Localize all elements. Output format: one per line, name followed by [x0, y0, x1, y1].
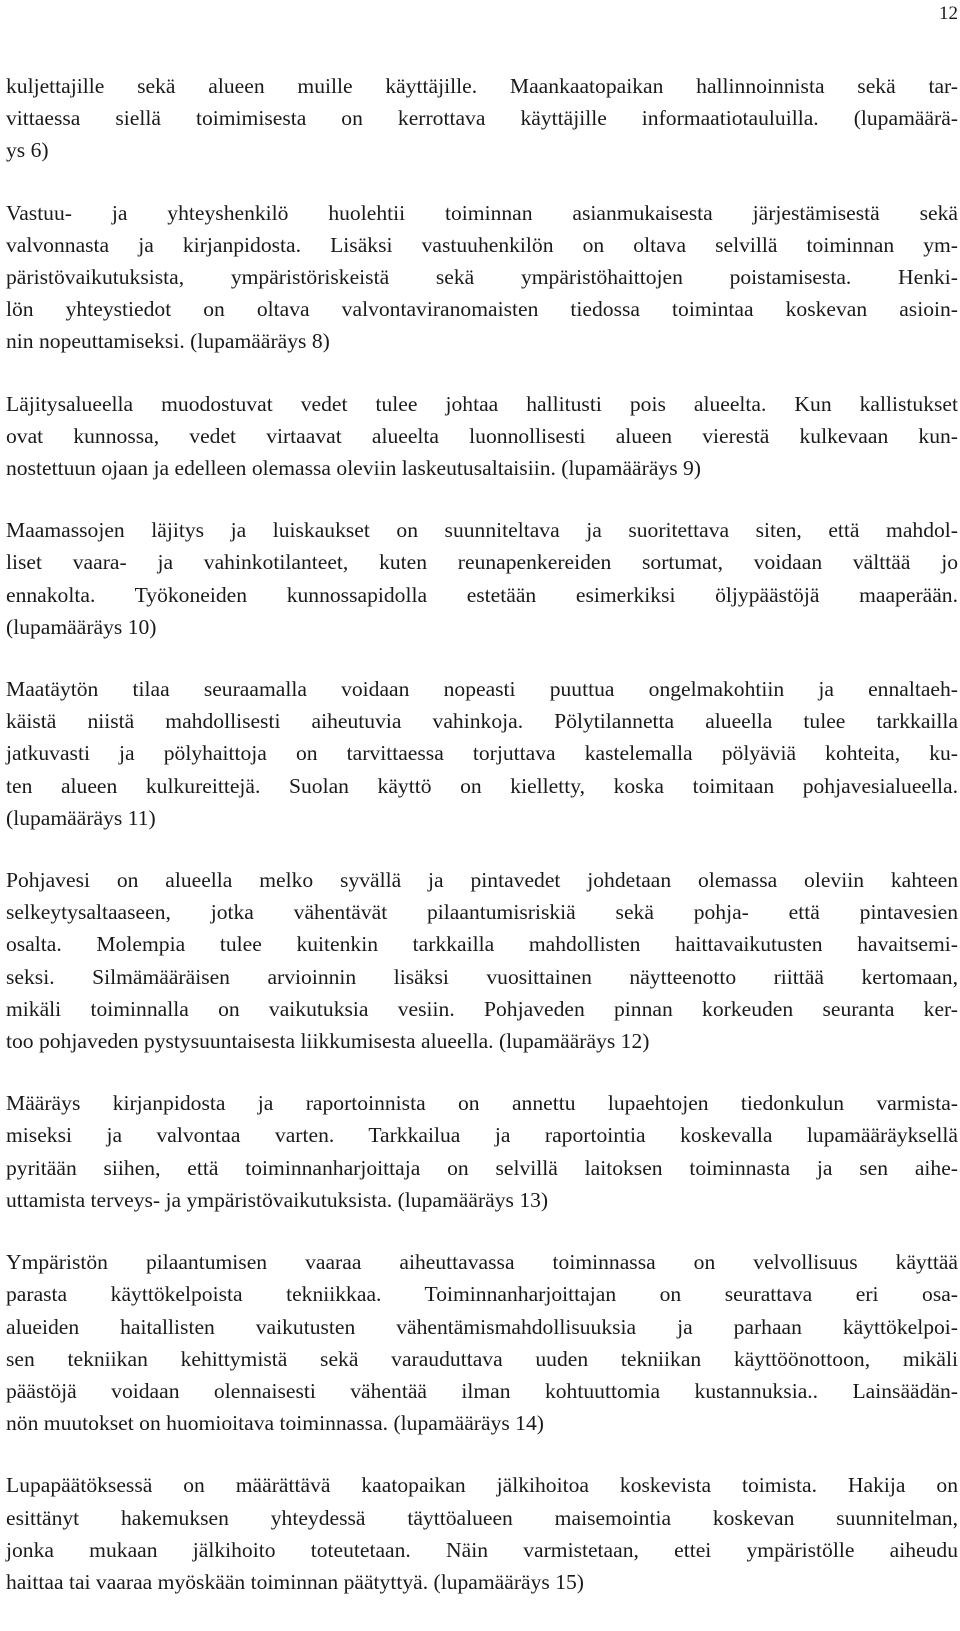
text-line: liset vaara- ja vahinkotilanteet, kuten reunapenkereiden sortumat, voidaan välttää jo	[6, 550, 958, 575]
text-line: ten alueen kulkureittejä. Suolan käyttö on kielletty, koska toimitaan pohjavesialueella.	[6, 773, 958, 798]
text-line: Ympäristön pilaantumisen vaaraa aiheuttavassa toiminnassa on velvollisuus käyttää	[6, 1250, 958, 1275]
text-line: Pohjavesi on alueella melko syvällä ja pintavedet johdetaan olemassa oleviin kahteen	[6, 868, 958, 893]
text-line: lön yhteystiedot on oltava valvontaviranomaisten tiedossa toimintaa koskevan asioin-	[6, 297, 958, 322]
paragraph	[6, 70, 958, 167]
text-line: Vastuu- ja yhteyshenkilö huolehtii toiminnan asianmukaisesta järjestämisestä sekä	[6, 200, 958, 225]
text-line: ennakolta. Työkoneiden kunnossapidolla estetään esimerkiksi öljypäästöjä maaperään.	[6, 582, 958, 607]
paragraph	[6, 1469, 958, 1598]
text-line: Lupapäätöksessä on määrättävä kaatopaikan jälkihoitoa koskevista toimista. Hakija on	[6, 1473, 958, 1498]
text-line: too pohjaveden pystysuuntaisesta liikkumisesta alueella. (lupamääräys 12)	[6, 1029, 650, 1054]
text-line: valvonnasta ja kirjanpidosta. Lisäksi vastuuhenkilön on oltava selvillä toiminnan ym-	[6, 232, 958, 257]
text-line: seksi. Silmämääräisen arvioinnin lisäksi vuosittainen näytteenotto riittää kertomaan,	[6, 964, 958, 989]
text-line: esittänyt hakemuksen yhteydessä täyttöalueen maisemointia koskevan suunnitelman,	[6, 1505, 958, 1530]
text-line: vittaessa siellä toimimisesta on kerrottava käyttäjille informaatiotauluilla. (lupamäärä-	[6, 106, 958, 131]
text-line: Läjitysalueella muodostuvat vedet tulee johtaa hallitusti pois alueelta. Kun kallistukset	[6, 391, 958, 416]
text-line: sen tekniikan kehittymistä sekä varauduttava uuden tekniikan käyttöönottoon, mikäli	[6, 1346, 958, 1371]
text-line: Määräys kirjanpidosta ja raportoinnista on annettu lupaehtojen tiedonkulun varmista-	[6, 1091, 958, 1116]
text-line: selkeytysaltaaseen, jotka vähentävät pilaantumisriskiä sekä pohja- että pintavesien	[6, 900, 958, 925]
paragraph	[6, 514, 958, 643]
text-line: Maamassojen läjitys ja luiskaukset on suunniteltava ja suoritettava siten, että mahdol-	[6, 518, 958, 543]
text-line: (lupamääräys 11)	[6, 805, 156, 830]
text-line: (lupamääräys 10)	[6, 614, 157, 639]
paragraph	[6, 673, 958, 834]
paragraph	[6, 1246, 958, 1439]
text-line: uttamista terveys- ja ympäristövaikutuksista. (lupamääräys 13)	[6, 1187, 549, 1212]
text-line: Maatäytön tilaa seuraamalla voidaan nopeasti puuttua ongelmakohtiin ja ennaltaeh-	[6, 677, 958, 702]
text-line: ovat kunnossa, vedet virtaavat alueelta luonnollisesti alueen vierestä kulkevaan kun-	[6, 423, 958, 448]
page-number: 12	[939, 3, 958, 24]
text-line: päästöjä voidaan olennaisesti vähentää ilman kohtuuttomia kustannuksia.. Lainsäädän-	[6, 1378, 958, 1403]
text-line: kuljettajille sekä alueen muille käyttäjille. Maankaatopaikan hallinnoinnista sekä tar-	[6, 74, 958, 98]
text-line: osalta. Molempia tulee kuitenkin tarkkailla mahdollisten haittavaikutusten havaitsemi-	[6, 932, 958, 957]
text-line: mikäli toiminnalla on vaikutuksia vesiin. Pohjaveden pinnan korkeuden seuranta ker-	[6, 996, 958, 1021]
text-line: haittaa tai vaaraa myöskään toiminnan päätyttyä. (lupamääräys 15)	[6, 1569, 585, 1594]
paragraph	[6, 388, 958, 485]
text-line: päristövaikutuksista, ympäristöriskeistä sekä ympäristöhaittojen poistamisesta. Henki-	[6, 265, 958, 290]
text-line: nön muutokset on huomioitava toiminnassa. (lupamääräys 14)	[6, 1411, 544, 1436]
paragraph	[6, 197, 958, 358]
text-line: parasta käyttökelpoista tekniikkaa. Toiminnanharjoittajan on seurattava eri osa-	[6, 1282, 958, 1307]
text-line: pyritään siihen, että toiminnanharjoittaja on selvillä laitoksen toiminnasta ja sen aihe-	[6, 1155, 958, 1180]
text-line: käistä niistä mahdollisesti aiheutuvia vahinkoja. Pölytilannetta alueella tulee tarkkailla	[6, 709, 958, 734]
text-line: jatkuvasti ja pölyhaittoja on tarvittaessa torjuttava kastelemalla pölyäviä kohteita, ku-	[6, 741, 958, 766]
text-line: miseksi ja valvontaa varten. Tarkkailua ja raportointia koskevalla lupamääräyksellä	[6, 1123, 958, 1148]
text-line: jonka mukaan jälkihoito toteutetaan. Näin varmistetaan, ettei ympäristölle aiheudu	[6, 1537, 958, 1562]
text-line: alueiden haitallisten vaikutusten vähentämismahdollisuuksia ja parhaan käyttökelpoi-	[6, 1314, 958, 1339]
text-line: nostettuun ojaan ja edelleen olemassa oleviin laskeutusaltaisiin. (lupamääräys 9)	[6, 456, 701, 481]
document-body	[6, 70, 958, 1598]
paragraph	[6, 1087, 958, 1216]
paragraph	[6, 864, 958, 1057]
text-line: nin nopeuttamiseksi. (lupamääräys 8)	[6, 329, 330, 354]
text-line: ys 6)	[6, 138, 49, 163]
